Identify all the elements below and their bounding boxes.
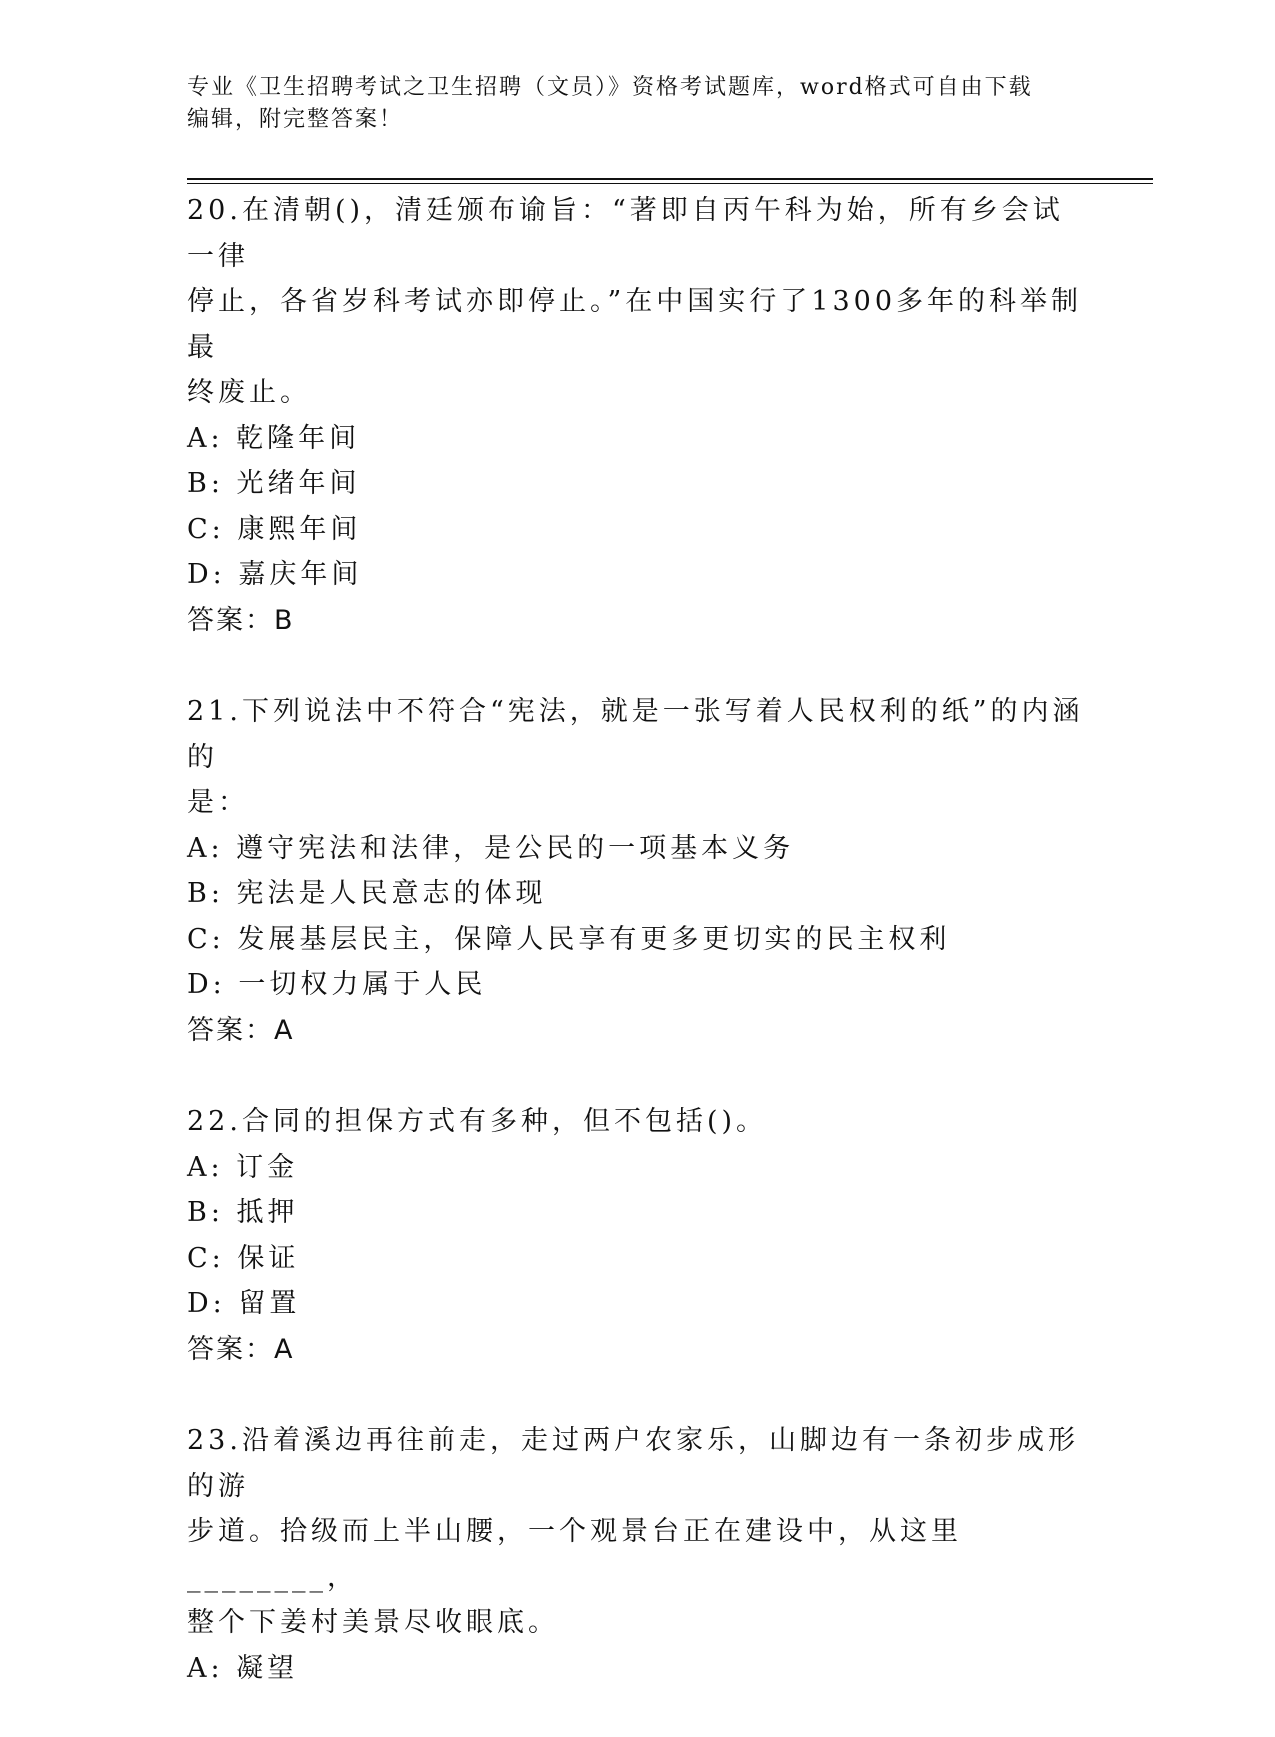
- question-text-line: 20.在清朝()，清廷颁布谕旨：“著即自丙午科为始，所有乡会试一律: [187, 195, 1064, 272]
- question-text-line: 22.合同的担保方式有多种，但不包括()。: [187, 1106, 768, 1137]
- answer-line: 答案：A: [187, 1333, 295, 1365]
- question-text-line: 步道。拾级而上半山腰，一个观景台正在建设中，从这里________，: [187, 1516, 962, 1593]
- option-c: C: 康熙年间: [187, 513, 362, 545]
- question-text-line: 21.下列说法中不符合“宪法，就是一张写着人民权利的纸”的内涵的: [187, 696, 1084, 773]
- header-line-2: 编辑，附完整答案！: [187, 107, 404, 132]
- question-22: [187, 1099, 1087, 1372]
- question-text-line: 终废止。: [187, 377, 311, 408]
- question-text-line: 整个下姜村美景尽收眼底。: [187, 1607, 559, 1638]
- question-21: [187, 689, 1087, 1053]
- option-a: A: 订金: [187, 1151, 299, 1183]
- answer-line: 答案：A: [187, 1014, 295, 1046]
- question-text-line: 是：: [187, 787, 249, 818]
- document-header: [187, 72, 1077, 136]
- question-list: [187, 188, 1087, 1737]
- question-text-line: 23.沿着溪边再往前走，走过两户农家乐，山脚边有一条初步成形的游: [187, 1425, 1079, 1502]
- header-divider-thin: [187, 183, 1153, 184]
- option-c: C: 保证: [187, 1242, 300, 1274]
- option-b: B: 抵押: [187, 1197, 299, 1228]
- question-20: [187, 188, 1087, 643]
- option-b: B: 光绪年间: [187, 468, 361, 499]
- option-d: D: 一切权力属于人民: [187, 969, 487, 1000]
- option-a: A: 乾隆年间: [187, 422, 361, 454]
- option-a: A: 遵守宪法和法律，是公民的一项基本义务: [187, 832, 795, 864]
- question-text-line: 停止，各省岁科考试亦即停止。”在中国实行了1300多年的科举制最: [187, 286, 1083, 363]
- option-b: B: 宪法是人民意志的体现: [187, 878, 547, 909]
- option-d: D: 留置: [187, 1288, 301, 1319]
- question-23: [187, 1418, 1087, 1691]
- header-line-1: 专业《卫生招聘考试之卫生招聘（文员）》资格考试题库，word格式可自由下载: [187, 75, 1033, 100]
- option-c: C: 发展基层民主，保障人民享有更多更切实的民主权利: [187, 923, 951, 955]
- header-divider-thick: [187, 178, 1153, 180]
- option-a: A: 凝望: [187, 1652, 299, 1684]
- answer-line: 答案：B: [187, 604, 295, 636]
- option-d: D: 嘉庆年间: [187, 559, 363, 590]
